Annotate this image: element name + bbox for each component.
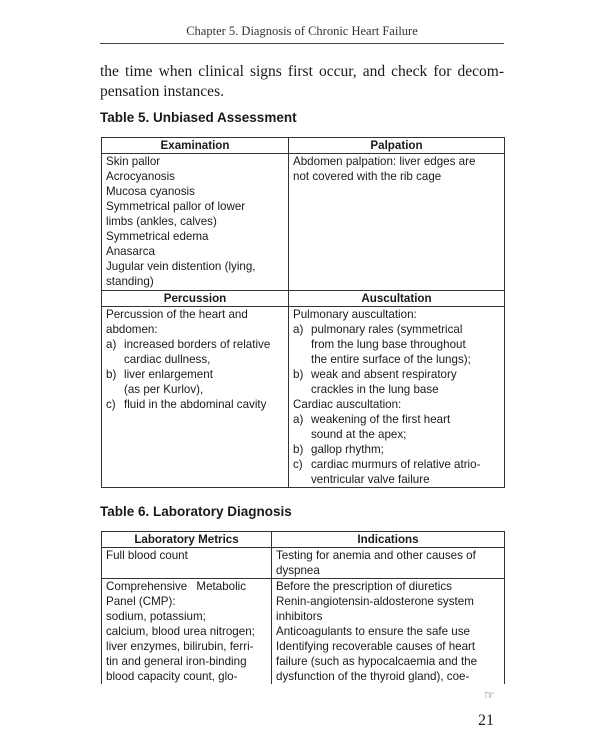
metric-line: tin and general iron-binding xyxy=(106,655,247,668)
metric-line: Comprehensive Metabolic xyxy=(106,580,247,593)
percussion-intro-line: Percussion of the heart and xyxy=(106,308,248,321)
header-rule xyxy=(100,43,504,44)
examination-cell xyxy=(102,154,289,291)
examination-line: Skin pallor xyxy=(106,155,161,168)
examination-line: limbs (ankles, calves) xyxy=(106,215,217,228)
item-letter: b) xyxy=(293,443,304,456)
cardiac-title: Cardiac auscultation: xyxy=(293,398,402,411)
metric-cell xyxy=(102,579,272,685)
indication-line: Renin-angiotensin-aldosterone system xyxy=(276,595,474,608)
percussion-item xyxy=(106,367,284,397)
running-header: Chapter 5. Diagnosis of Chronic Heart Failure xyxy=(186,24,418,38)
examination-line: Symmetrical edema xyxy=(106,230,209,243)
metric-cell xyxy=(102,548,272,579)
item-letter: b) xyxy=(106,368,117,381)
item-line: from the lung base throughout xyxy=(311,338,466,351)
palpation-cell xyxy=(289,154,505,291)
indication-line: Anticoagulants to ensure the safe use xyxy=(276,625,471,638)
item-letter: c) xyxy=(106,398,116,411)
metric-line: Panel (CMP): xyxy=(106,595,176,608)
metric-line: calcium, blood urea nitrogen; xyxy=(106,625,255,638)
percussion-item xyxy=(106,397,284,412)
continuation-hand-icon: ☞ xyxy=(484,688,495,702)
header-palpation: Palpation xyxy=(289,138,505,154)
pulmonary-item xyxy=(293,367,500,397)
item-letter: b) xyxy=(293,368,304,381)
table6-title: Table 6. Laboratory Diagnosis xyxy=(100,504,292,519)
header-laboratory-metrics: Laboratory Metrics xyxy=(102,532,272,548)
indication-cell xyxy=(272,579,505,685)
indication-line: Identifying recoverable causes of heart xyxy=(276,640,476,653)
auscultation-cell xyxy=(289,307,505,488)
header-percussion: Percussion xyxy=(102,291,289,307)
examination-line: Mucosa cyanosis xyxy=(106,185,195,198)
item-line: the entire surface of the lungs); xyxy=(311,353,471,366)
intro-line: pensation instances. xyxy=(100,83,224,100)
intro-paragraph xyxy=(100,62,504,102)
pulmonary-title: Pulmonary auscultation: xyxy=(293,308,417,321)
table6-laboratory-diagnosis xyxy=(101,531,505,684)
indication-cell xyxy=(272,548,505,579)
item-line: weak and absent respiratory xyxy=(311,368,457,381)
cardiac-item xyxy=(293,442,500,457)
indication-line: failure (such as hypocalcaemia and the xyxy=(276,655,478,668)
header-indications: Indications xyxy=(272,532,505,548)
item-letter: a) xyxy=(293,323,304,336)
item-line: ventricular valve failure xyxy=(311,473,430,486)
table5-title: Table 5. Unbiased Assessment xyxy=(100,110,297,125)
item-line: increased borders of relative xyxy=(124,338,271,351)
percussion-cell xyxy=(102,307,289,488)
examination-line: Jugular vein distention (lying, xyxy=(106,260,256,273)
item-line: cardiac dullness, xyxy=(124,353,211,366)
percussion-item xyxy=(106,337,284,367)
palpation-line: Abdomen palpation: liver edges are xyxy=(293,155,476,168)
item-line: (as per Kurlov), xyxy=(124,383,204,396)
palpation-line: not covered with the rib cage xyxy=(293,170,442,183)
examination-line: Symmetrical pallor of lower xyxy=(106,200,246,213)
intro-line: the time when clinical signs first occur, and check for decom- xyxy=(100,63,504,80)
examination-line: standing) xyxy=(106,275,154,288)
table5-unbiased-assessment xyxy=(101,137,505,488)
header-examination: Examination xyxy=(102,138,289,154)
indication-line: Testing for anemia and other causes of xyxy=(276,549,476,562)
indication-line: Before the prescription of diuretics xyxy=(276,580,452,593)
metric-line: sodium, potassium; xyxy=(106,610,206,623)
examination-line: Anasarca xyxy=(106,245,155,258)
cardiac-item xyxy=(293,457,500,487)
item-line: sound at the apex; xyxy=(311,428,407,441)
metric-line: liver enzymes, bilirubin, ferri- xyxy=(106,640,254,653)
indication-line: dysfunction of the thyroid gland), coe- xyxy=(276,670,470,683)
cardiac-item xyxy=(293,412,500,442)
indication-line: dyspnea xyxy=(276,564,320,577)
item-line: weakening of the first heart xyxy=(311,413,451,426)
item-line: pulmonary rales (symmetrical xyxy=(311,323,463,336)
header-auscultation: Auscultation xyxy=(289,291,505,307)
examination-line: Acrocyanosis xyxy=(106,170,175,183)
percussion-intro-line: abdomen: xyxy=(106,323,158,336)
item-line: cardiac murmurs of relative atrio- xyxy=(311,458,481,471)
item-line: fluid in the abdominal cavity xyxy=(124,398,267,411)
item-letter: a) xyxy=(293,413,304,426)
page-number: 21 xyxy=(478,712,494,729)
item-line: crackles in the lung base xyxy=(311,383,439,396)
metric-line: Full blood count xyxy=(106,549,188,562)
item-letter: c) xyxy=(293,458,303,471)
item-line: liver enlargement xyxy=(124,368,213,381)
metric-line: blood capacity count, glo- xyxy=(106,670,238,683)
item-letter: a) xyxy=(106,338,117,351)
pulmonary-item xyxy=(293,322,500,367)
item-line: gallop rhythm; xyxy=(311,443,384,456)
indication-line: inhibitors xyxy=(276,610,323,623)
